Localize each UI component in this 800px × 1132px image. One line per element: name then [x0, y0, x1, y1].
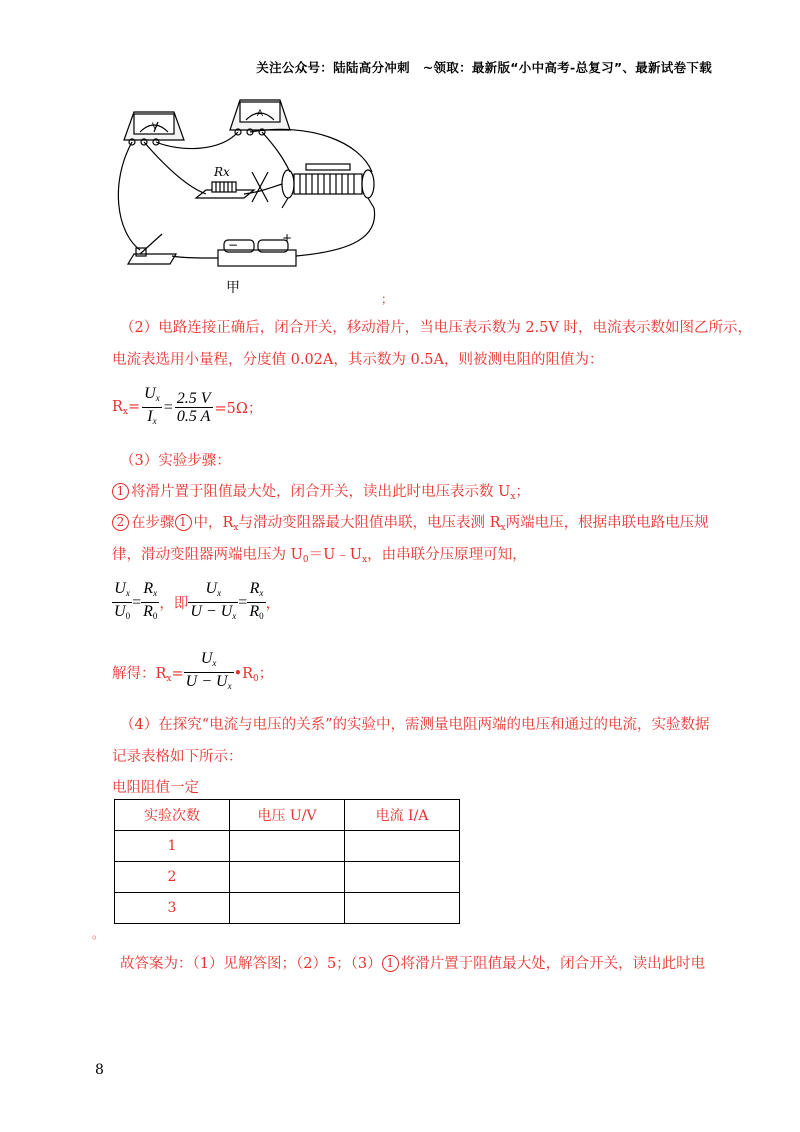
solve-equation: 解得：$R_x=$ $\frac{U_x}{U - U_x}$ $•R_0$； [112, 650, 274, 691]
table-title: 电阻阻值一定 [112, 780, 199, 796]
voltmeter-label: V [151, 122, 159, 132]
table-cell: 1 [115, 831, 230, 862]
part4-line1: （4）在探究“电流与电压的关系”的实验中，需测量电阻两端的电压和通过的电流，实验数据 [120, 717, 710, 733]
step2-line2: 律，滑动变阻器两端电压为 $U_0=U﹣U_x$，由串联分压原理可知， [112, 547, 527, 565]
table-cell [345, 862, 460, 893]
step2-line1: 2 在步骤 1 中，$R_x$与滑动变阻器最大阻值串联，电压表测 $R_x$两端电压，根据串联电路电压规 [112, 511, 709, 533]
ammeter-label: A [256, 109, 264, 119]
table-cell [345, 893, 460, 924]
table-cell: 2 [115, 862, 230, 893]
resistor-label: Rx [214, 165, 230, 179]
svg-text:+: + [282, 231, 293, 245]
table-period: 。 [92, 927, 105, 941]
part3-title: （3）实验步骤： [120, 453, 231, 469]
page-header: 关注公众号：陆陆高分冲刺 ~领取：最新版“小中高考-总复习”、最新试卷下载 [256, 60, 712, 75]
page-number: 8 [95, 1062, 104, 1078]
table-row [115, 862, 460, 893]
table-cell [230, 893, 345, 924]
resistance-equation: $R_x=$ $\frac{U_x}{I_x}$ = $\frac{2.5 V}{0.5 A}$ =5Ω； [112, 385, 263, 426]
svg-text:−: − [228, 238, 239, 252]
table-header: 电压 U/V [230, 800, 345, 831]
part2-line2: 电流表选用小量程，分度值 0.02A，其示数为 0.5A，则被测电阻的阻值为： [112, 352, 604, 368]
table-cell [230, 831, 345, 862]
circuit-diagram [110, 92, 410, 272]
answer-line: 故答案为：（1）见解答图；（2）5；（3） 1 将滑片置于阻值最大处，闭合开关，读出此时电 [120, 956, 706, 972]
table-row [115, 831, 460, 862]
part4-line2: 记录表格如下所示： [112, 749, 243, 765]
table-header-row [115, 800, 460, 831]
table-cell [345, 831, 460, 862]
table-header: 电流 I/A [345, 800, 460, 831]
data-table [114, 799, 460, 924]
table-cell: 3 [115, 893, 230, 924]
ratio-equation: $\frac{U_x}{U_0}$ = $\frac{R_x}{R_0}$ ，即 $\frac{U_x}{U - U_x}$ = $\frac{R_x}{R_0}$ ， [114, 580, 281, 621]
table-cell [230, 862, 345, 893]
semicolon: ； [381, 292, 394, 306]
step1: 1 将滑片置于阻值最大处，闭合开关，读出此时电压表示数 $U_x$； [112, 480, 530, 502]
figure-caption: 甲 [226, 280, 240, 296]
part2-line1: （2）电路连接正确后，闭合开关，移动滑片，当电压表示数为 2.5V 时，电流表示数如图乙所示， [120, 320, 752, 336]
table-header: 实验次数 [115, 800, 230, 831]
table-row [115, 893, 460, 924]
